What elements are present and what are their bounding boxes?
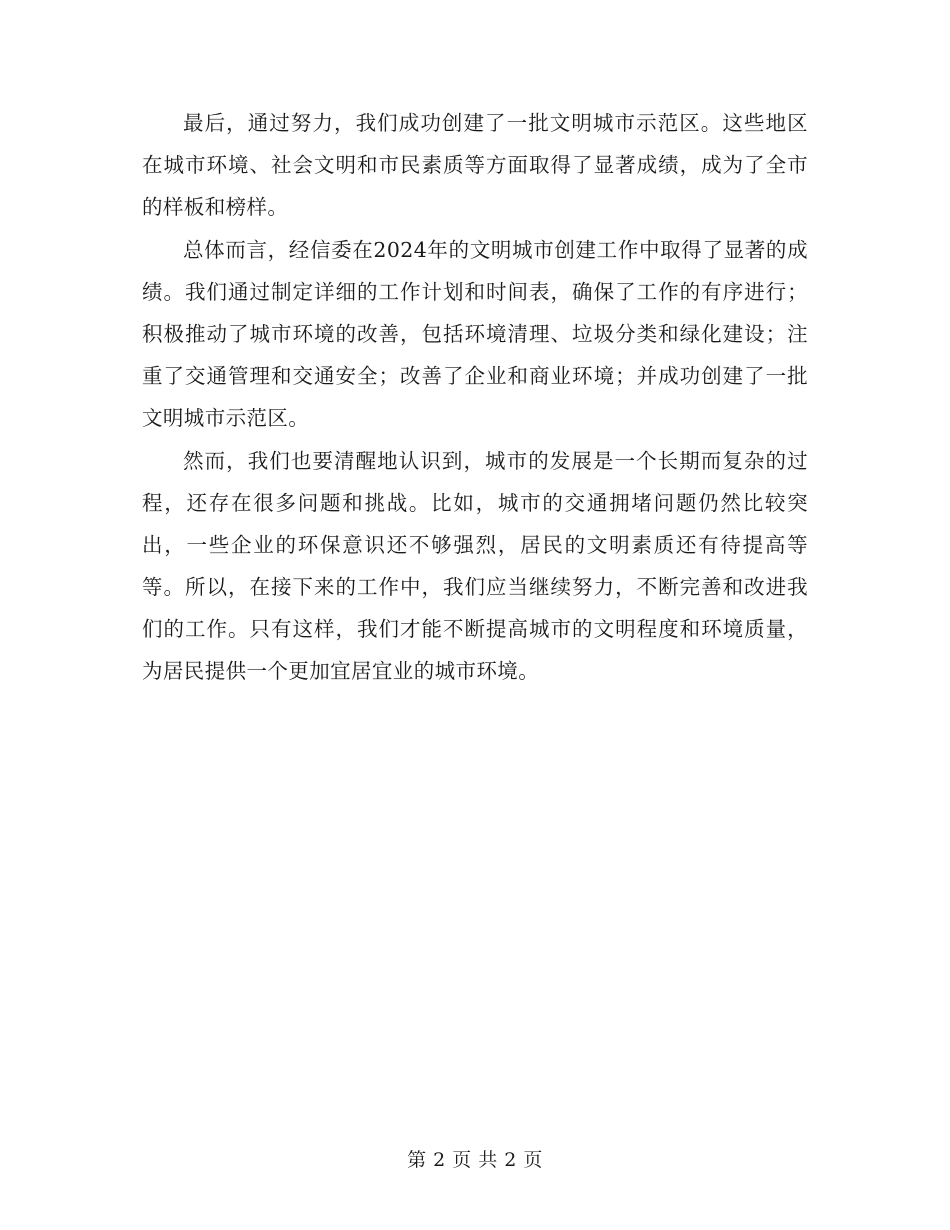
page-footer: 第 2 页 共 2 页 [407, 1149, 543, 1171]
paragraph-challenges: 然而，我们也要清醒地认识到，城市的发展是一个长期而复杂的过程，还存在很多问题和挑战。比如，城市的交通拥堵问题仍然比较突出，一些企业的环保意识还不够强烈，居民的文明素质还有待提高等等。所以，在接下来的工作中，我们应当继续努力，不断完善和改进我们的工作。只有这样，我们才能不断提高城市的文明程度和环境质量，为居民提供一个更加宜居宜业的城市环境。 [142, 449, 808, 683]
paragraph-conclusion-demo-zones: 最后，通过努力，我们成功创建了一批文明城市示范区。这些地区在城市环境、社会文明和市民素质等方面取得了显著成绩，成为了全市的样板和榜样。 [142, 111, 808, 219]
document-body [142, 102, 808, 693]
paragraph-summary: 总体而言，经信委在2024年的文明城市创建工作中取得了显著的成绩。我们通过制定详细的工作计划和时间表，确保了工作的有序进行；积极推动了城市环境的改善，包括环境清理、垃圾分类和绿化建设；注重了交通管理和交通安全；改善了企业和商业环境；并成功创建了一批文明城市示范区。 [142, 238, 808, 430]
